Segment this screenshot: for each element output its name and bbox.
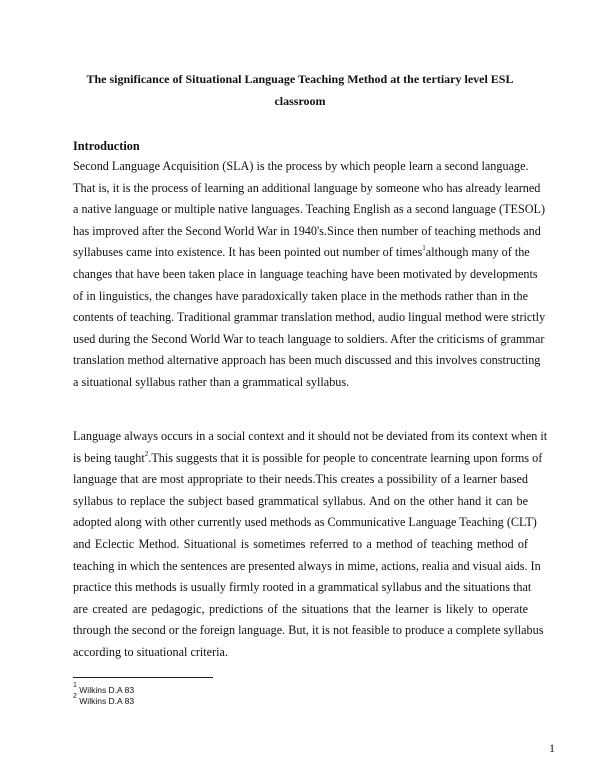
line-text: a native language or multiple native languages. Teaching English as a second language (TESOL) <box>73 202 546 217</box>
line-text: That is, it is the process of learning an additional language by someone who has already learned <box>73 180 541 195</box>
line-text: used during the Second World War to teach language to soldiers. After the criticisms of grammar <box>73 331 545 346</box>
footnote-text: Wilkins D.A 83 <box>79 696 135 706</box>
line-text: syllabus to replace the subject based grammatical syllabus. And on the other hand it can be <box>73 493 528 508</box>
line-text: contents of teaching. Traditional grammar translation method, audio lingual method were strictly <box>73 310 546 325</box>
line-text: and Eclectic Method. Situational is sometimes referred to a method of teaching method of <box>73 536 528 551</box>
footnote-reference[interactable]: 2 <box>144 449 149 458</box>
text-line <box>73 642 528 664</box>
text-line <box>73 221 541 243</box>
line-text: through the second or the foreign language. But, it is not feasible to produce a complete syllabus <box>73 623 544 638</box>
line-text: Language always occurs in a social context and it should not be deviated from its context when it <box>73 429 548 443</box>
line-text: changes that have been taken place in language teaching have been motivated by developments <box>73 266 538 281</box>
footnote-divider <box>73 677 213 678</box>
text-line <box>73 350 541 372</box>
text-line <box>73 448 543 470</box>
document-title-line-2: classroom <box>274 94 326 108</box>
text-line <box>73 242 528 264</box>
line-text: syllabuses came into existence. It has been pointed out number of times <box>73 245 423 260</box>
text-line <box>73 556 541 578</box>
footnote-mark: 1 <box>73 682 77 689</box>
text-line <box>73 307 546 329</box>
line-text: although many of the <box>425 245 530 260</box>
page-number: 1 <box>549 741 555 755</box>
text-line <box>73 426 548 448</box>
text-line <box>73 469 528 491</box>
text-line <box>73 599 528 621</box>
document-title-line-1: The significance of Situational Language Teaching Method at the tertiary level ESL <box>86 72 514 86</box>
text-line <box>73 620 544 642</box>
text-line <box>73 199 546 221</box>
paragraph-2 <box>73 426 548 664</box>
text-line <box>73 372 528 394</box>
line-text: teaching in which the sentences are presented always in mime, actions, realia and visual aids. In <box>73 558 541 573</box>
line-text: of in linguistics, the changes have paradoxically taken place in the methods rather than in the <box>73 288 528 303</box>
footnote-1 <box>73 682 135 695</box>
line-text: has improved after the Second World War in 1940's.Since then number of teaching methods and <box>73 223 541 238</box>
footnote-text: Wilkins D.A 83 <box>79 685 135 695</box>
section-heading-introduction: Introduction <box>73 139 140 153</box>
text-line <box>73 577 532 599</box>
line-text: practice this methods is usually firmly rooted in a grammatical syllabus and the situations that <box>73 580 532 595</box>
text-line <box>73 534 528 556</box>
line-text: language that are most appropriate to their needs.This creates a possibility of a learner based <box>73 472 528 487</box>
text-line <box>73 329 545 351</box>
text-line <box>73 264 538 286</box>
line-text: a situational syllabus rather than a grammatical syllabus. <box>73 374 350 389</box>
footnote-reference[interactable]: 1 <box>422 244 426 253</box>
text-line <box>73 178 541 200</box>
text-line <box>73 491 528 513</box>
footnote-mark: 2 <box>73 693 77 700</box>
line-text: is being taught <box>73 450 145 465</box>
text-line <box>73 512 537 534</box>
line-text: translation method alternative approach has been much discussed and this involves constructing <box>73 353 541 368</box>
line-text: .This suggests that it is possible for people to concentrate learning upon forms of <box>148 450 543 465</box>
line-text: according to situational criteria. <box>73 644 228 659</box>
line-text: Second Language Acquisition (SLA) is the process by which people learn a second language. <box>73 159 529 173</box>
line-text: are created are pedagogic, predictions of the situations that the learner is likely to operate <box>73 601 528 616</box>
text-line <box>73 286 528 308</box>
footnote-2 <box>73 693 135 706</box>
line-text: adopted along with other currently used methods as Communicative Language Teaching (CLT) <box>73 515 537 530</box>
text-line <box>73 156 528 178</box>
paragraph-1 <box>73 156 546 394</box>
